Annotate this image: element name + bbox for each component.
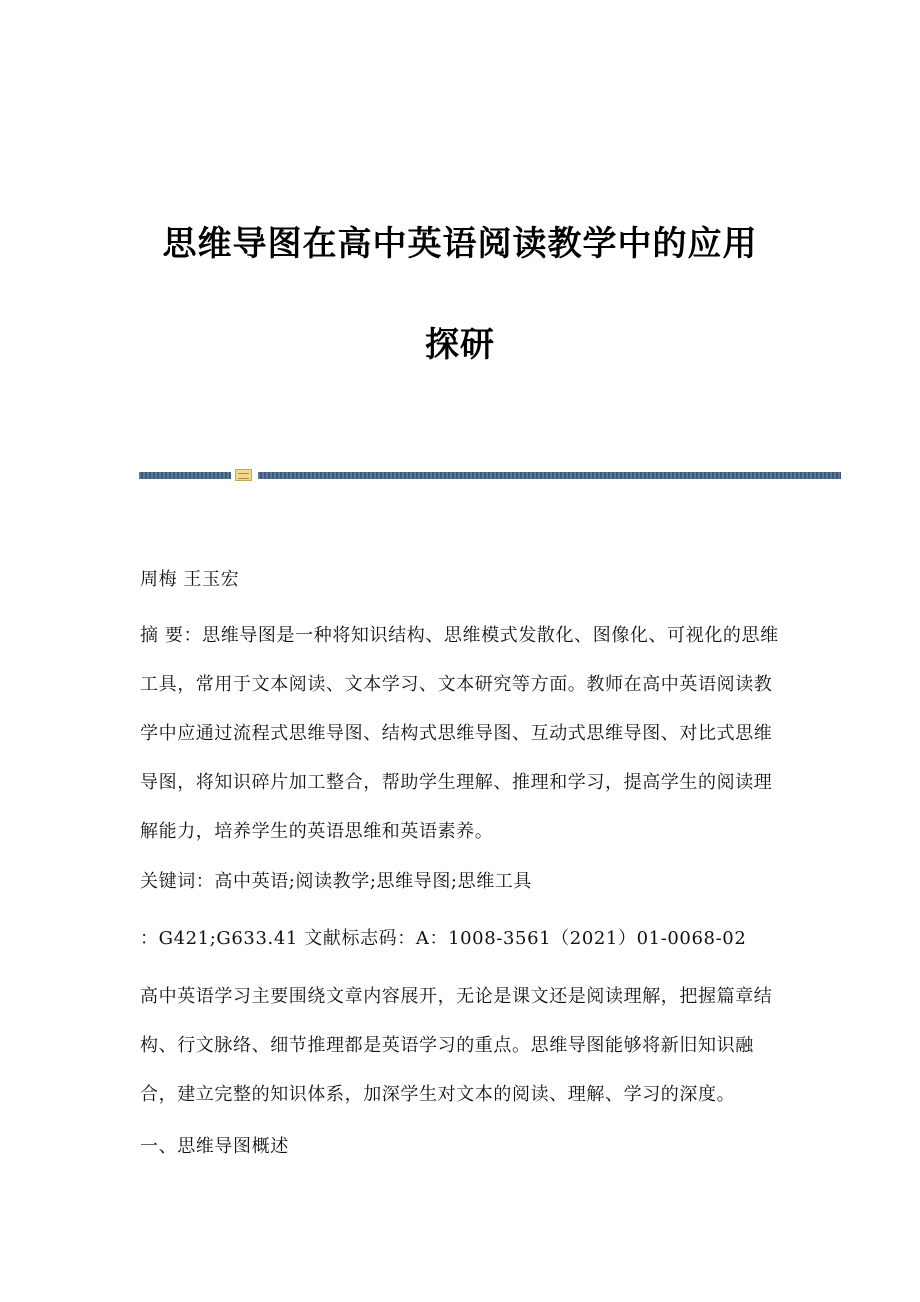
- title-divider-left: [139, 472, 231, 479]
- abstract-line: 摘 要：思维导图是一种将知识结构、思维模式发散化、图像化、可视化的思维: [140, 625, 779, 646]
- intro-line: 构、行文脉络、细节推理都是英语学习的重点。思维导图能够将新旧知识融: [140, 1035, 754, 1056]
- title-divider-right: [258, 472, 841, 479]
- keywords: 关键词：高中英语;阅读教学;思维导图;思维工具: [140, 871, 532, 892]
- authors: 周梅 王玉宏: [140, 569, 240, 590]
- classification-codes: ：G421;G633.41 文献标志码：A：1008-3561（2021）01-0068-02: [140, 928, 747, 949]
- envelope-icon: [235, 469, 252, 481]
- abstract-line: 导图，将知识碎片加工整合，帮助学生理解、推理和学习，提高学生的阅读理: [140, 772, 773, 793]
- abstract-line: 学中应通过流程式思维导图、结构式思维导图、互动式思维导图、对比式思维: [140, 723, 773, 744]
- page-title-line-1: 思维导图在高中英语阅读教学中的应用: [162, 224, 758, 264]
- section-heading: 一、思维导图概述: [140, 1136, 289, 1157]
- abstract: [140, 611, 790, 856]
- page-title-line-2: 探研: [425, 325, 495, 365]
- abstract-line: 工具，常用于文本阅读、文本学习、文本研究等方面。教师在高中英语阅读教: [140, 674, 773, 695]
- intro-paragraph: [140, 972, 790, 1119]
- intro-line: 合，建立完整的知识体系，加深学生对文本的阅读、理解、学习的深度。: [140, 1084, 736, 1105]
- abstract-line: 解能力，培养学生的英语思维和英语素养。: [140, 821, 494, 842]
- intro-line: 高中英语学习主要围绕文章内容展开，无论是课文还是阅读理解，把握篇章结: [140, 986, 773, 1007]
